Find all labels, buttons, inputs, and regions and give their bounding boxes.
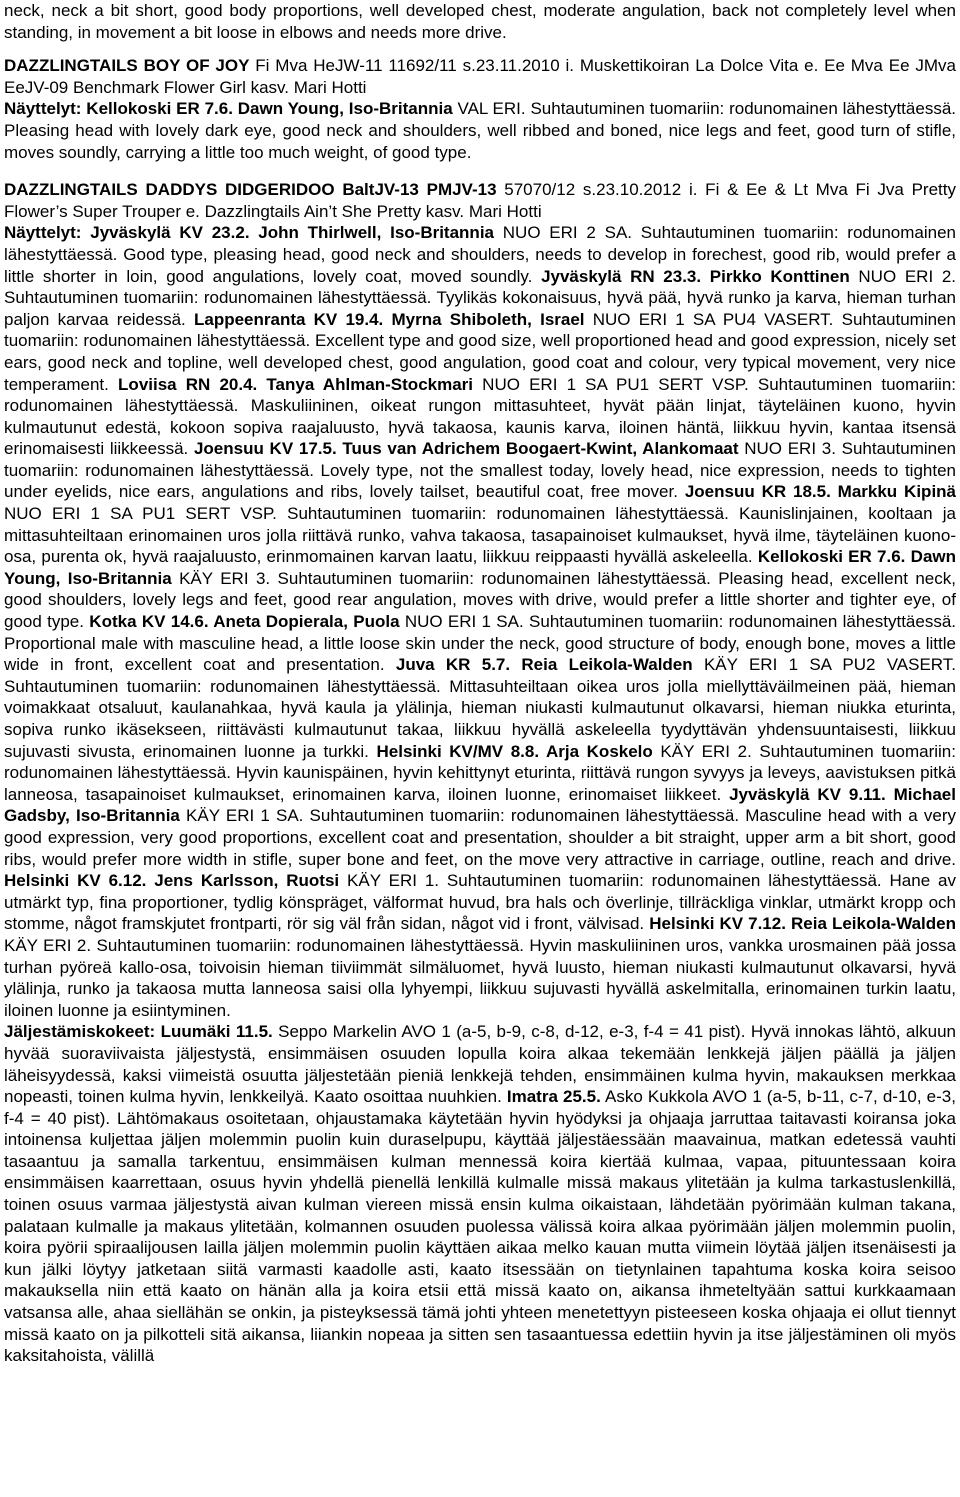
tracking-label: Jäljestämiskokeet:: [4, 1022, 156, 1042]
tracking-t2-judge: Asko Kukkola AVO 1 (a-5, b-11, c-7, d-10, e-3, f-4 = 40 pist).: [4, 1087, 956, 1128]
dog2-s10-result: KÄY ERI 2.: [660, 741, 752, 761]
dog1-shows-label: Näyttelyt:: [4, 99, 82, 119]
dog2-s5-result: NUO ERI 3.: [744, 439, 836, 459]
dog2-s4-text: Suhtautuminen tuomariin: rodunomainen lähestyttäessä. Maskuliininen, oikeat rungon mittasuhteet, hyvät pään linjat, täyteläinen kuono, hyvin kulmautunut edestä, kokoon sopiva raajaluusto, hyvä takaosa, kaunis karva, iloinen häntä, liikkuu hyvin, kantaa itsensä erinomaisesti liikkeessä.: [4, 374, 957, 459]
dog2-s3-text: Suhtautuminen tuomariin: rodunomainen lähestyttäessä. Excellent type and good size, well proportioned head and good expression, nicely set ears, good neck and topline, well developed chest, good angulation, good coat and colour, very typical movement, very nice temperament.: [4, 309, 956, 394]
intro-text: neck, neck a bit short, good body proportions, well developed chest, moderate angulation, back not completely level when standing, in movement a bit loose in elbows and needs more drive.: [4, 1, 956, 42]
dog2-s3-place: Lappeenranta KV 19.4. Myrna Shiboleth, Israel: [193, 309, 585, 329]
tracking-t1-place: Luumäki 11.5.: [160, 1022, 273, 1042]
tracking-t1-judge: Seppo Markelin AVO 1 (a-5, b-9, c-8, d-12, e-3, f-4 = 41 pist).: [278, 1022, 746, 1042]
dog2-s13-text: Suhtautuminen tuomariin: rodunomainen lähestyttäessä. Hyvin maskuliininen uros, vankka urosmainen pää jossa turhan pyöreä kallo-osa, toivoisin hieman tiiviimmät silmäluomet, hyvä luusto, hieman niukasti kulmautunut olkavarsi, hyvä ylälinja, runko ja takaosa mutta lanneosa saisi olla lyhyempi, liikkuu sujuvasti hyvällä askelmitalla, erinomainen turkin laatu, iloinen luonne ja esiintyminen.: [4, 935, 956, 1020]
tracking-t2-text: Lähtömakaus osoitetaan, ohjaustamaka käytetään hyvin hyödyksi ja ohjaaja jarruttaa taitavasti koiransa joka intoinensa kuljettaa jäljen molemmin puolin kuin duraselpupu, käyttää jäljestäessään maavainua, matkan edetessä vauhti tasaantuu ja samalla tarkentuu, ensimmäisen kulman mennessä koira kiertää kulmaa, vapaa, pituuntessaan koira ensimmäisen kaarrettaan, osuus hyvin yhdellä pienellä lenkillä kulmalle missä makaus ylitetään ja kulma tarkastuslenkillä, toinen osuus varmaa jäljestystä aivan kulman viereen missä ensin kulma oikaistaan, lähdetään pyörimään kulman takana, palataan kulmalle ja makaus ylitetään, kolmannen osuuden puolessa välissä koira alkaa pyörimään jäljen molemmin puolin, koira pyörii spiraalijousen lailla jäljen molemmin puolin käyttäen aikaa melko kauan mutta viimein löytää jäljen itsenäisesti ja kun jälki löytyy jatketaan siitä varmasti kaadolle asti, kaato itsessään on tietynlainen tapahtuma koska koira seisoo makauksella niin että kaato on hänän alla ja koira etsii että missä kaato on, aikansa ihmeteltyään sattui kurkkaamaan vatsansa alle, ahaa siellähän se onkin, ja pisteyksessä tämä johti yhteen menetettyyn pisteeseen koska ohjaaja ei ollut tiennyt missä kaato on ja pilkotteli sitä aikansa, liiankin nopeaa ja sitten sen tasaantuessa edettiin hyvin ja itse jäljestäminen oli myös kaksitahoista, välillä: [4, 1108, 956, 1366]
dog1-born: s.23.11.2010 i. Muskettikoiran La Dolce Vita e. Ee Mva Ee JMva EeJV-09 Benchmark Flower Girl kasv. Mari Hotti: [4, 56, 956, 97]
dog2-s8-text: Suhtautuminen tuomariin: rodunomainen lähestyttäessä. Proportional male with masculine head, a little loose skin under the neck, good structure of body, enough bone, moves a little wide in front, excellent coat and presentation.: [4, 612, 957, 675]
dog1-show1-place: Kellokoski ER 7.6. Dawn Young, Iso-Britannia: [86, 99, 453, 119]
dog2-name: DAZZLINGTAILS DADDYS DIDGERIDOO BaltJV-13 PMJV-13: [4, 180, 497, 200]
tracking-trials: [4, 1021, 956, 1367]
dog2-s12-result: KÄY ERI 1.: [347, 871, 440, 891]
dog2-s13-place: Helsinki KV 7.12. Reia Leikola-Walden: [649, 914, 957, 934]
dog1-show1-result: VAL ERI.: [457, 99, 526, 119]
dog2-s5-text: Suhtautuminen tuomariin: rodunomainen lähestyttäessä. Lovely type, not the smallest today, lovely head, nice expression, needs to tighten under eyelids, nice ears, angulations and ribs, lovely tailset, beautiful coat, free mover.: [4, 439, 957, 502]
dog2-s2-text: Suhtautuminen tuomariin: rodunomainen lähestyttäessä. Tyylikäs kokonaisuus, hyvä pää, hyvä runko ja karva, hieman turhan paljon karvaa reidessä.: [4, 288, 956, 329]
dog2-s4-place: Loviisa RN 20.4. Tanya Ahlman-Stockmari: [118, 374, 474, 394]
dog1-show1-text: Suhtautuminen tuomariin: rodunomainen lähestyttäessä. Pleasing head with lovely dark eye, good neck and shoulders, well ribbed and boned, nice legs and feet, good turn of stifle, moves soundly, carrying a little too much weight, of good type.: [4, 99, 956, 162]
dog2-s4-result: NUO ERI 1 SA PU1 SERT VSP.: [482, 374, 749, 394]
dog2-s10-place: Helsinki KV/MV 8.8. Arja Koskelo: [376, 741, 653, 761]
dog2-s1-result: NUO ERI 2 SA.: [502, 223, 633, 243]
dog2-s3-result: NUO ERI 1 SA PU4 VASERT.: [592, 309, 834, 329]
dog2-s12-text: Suhtautuminen tuomariin: rodunomainen lähestyttäessä. Hane av utmärkt typ, fina proportioner, tydlig könspräget, välformat huvud, bra hals och överlinje, tillräckliga vinklar, utmärkt kropp och stomme, något framskjutet frontparti, rör sig väl från sidan, något vid i front, välvisad.: [4, 871, 956, 934]
dog2-s7-place: Kellokoski ER 7.6. Dawn Young, Iso-Britannia: [4, 547, 957, 588]
dog2-header: [4, 179, 956, 222]
dog2-s8-place: Kotka KV 14.6. Aneta Dopierala, Puola: [89, 612, 400, 632]
dog2-s7-result: KÄY ERI 3.: [179, 568, 271, 588]
dog2-s5-place: Joensuu KV 17.5. Tuus van Adrichem Boogaert-Kwint, Alankomaat: [193, 439, 739, 459]
dog2-shows-label: Näyttelyt:: [4, 223, 82, 243]
dog2-s9-place: Juva KR 5.7. Reia Leikola-Walden: [395, 655, 693, 675]
dog2-shows: [4, 222, 956, 1021]
dog2-s6-text: Suhtautuminen tuomariin: rodunomainen lähestyttäessä. Kaunislinjainen, kooltaan ja mittasuhteiltaan erinomainen uros jolla riittävä runko, vahva takaosa, tasapainoiset kulmaukset, hyvä ilme, täyteläinen kuono-osa, purenta ok, hyvä raajaluusto, erinmomainen karvan laatu, liikkuu reippaasti hyvällä askeleella.: [4, 504, 957, 567]
dog2-s11-text: Suhtautuminen tuomariin: rodunomainen lähestyttäessä. Masculine head with a very good expression, very good proportions, excellent coat and presentation, shoulder a bit straight, upper arm a bit short, good ribs, would prefer more width in stifle, super bone and feet, on the move very attractive in carriage, outline, reach and drive.: [4, 806, 956, 869]
tracking-t1-text: Hyvä innokas lähtö, alkuun hyvää suoraviivaista jäljestystä, ensimmäisen osuuden lopulla koira alkaa tekemään lenkkejä jäljen päällä ja jäljen läheisyydessä, kaksi viimeistä osuutta jäljestetään pieniä lenkkejä tehden, ensimmäinen kulma hyvin, makauksen merkkaa nopeasti, toinen kulma hyvin, lenkkeilyä. Kaato osoittaa nuuhkien.: [4, 1022, 956, 1107]
dog2-s7-text: Suhtautuminen tuomariin: rodunomainen lähestyttäessä. Pleasing head, excellent neck, good shoulders, lovely legs and feet, good rear angulation, moves with drive, would prefer a little shorter and tighter eye, of good type.: [4, 568, 956, 632]
dog1-shows: [4, 98, 956, 163]
dog1-title: Fi Mva HeJW-11: [255, 56, 383, 76]
dog2-s12-place: Helsinki KV 6.12. Jens Karlsson, Ruotsi: [4, 871, 340, 891]
dog2-s2-result: NUO ERI 2.: [858, 266, 957, 286]
dog2-s1-text: Suhtautuminen tuomariin: rodunomainen lähestyttäessä. Good type, pleasing head, good neck and shoulders, needs to develop in forechest, good rib, would prefer a little shorter in loin, good angulations, lovely coat, moved soundly.: [4, 223, 956, 286]
dog1-regno: 11692/11: [388, 56, 457, 76]
dog2-s2-place: Jyväskylä RN 23.3. Pirkko Konttinen: [541, 266, 850, 286]
dog2-s6-result: NUO ERI 1 SA PU1 SERT VSP.: [4, 504, 277, 524]
dog1-name: DAZZLINGTAILS BOY OF JOY: [4, 56, 250, 76]
dog2-s6-place: Joensuu KR 18.5. Markku Kipinä: [684, 482, 956, 502]
dog2-s1-place: Jyväskylä KV 23.2. John Thirlwell, Iso-Britannia: [90, 223, 494, 243]
dog2-s13-result: KÄY ERI 2.: [4, 935, 92, 955]
dog2-s10-text: Suhtautuminen tuomariin: rodunomainen lähestyttäessä. Hyvin kaunispäinen, hyvin kehittynyt eturinta, riittävä rungon syvyys ja leveys, aavistuksen pitkä lanneosa, tasapainoiset kulmaukset, erinomainen karva, iloinen luonne, erinomaiset liikkeet.: [4, 741, 956, 804]
dog2-s8-result: NUO ERI 1 SA.: [404, 612, 524, 632]
dog2-born: 57070/12 s.23.10.2012 i. Fi & Ee & Lt Mva Fi Jva Pretty Flower’s Super Trouper e. Dazzlingtails Ain’t She Pretty kasv. Mari Hotti: [4, 180, 956, 221]
dog2-s9-text: Suhtautuminen tuomariin: rodunomainen lähestyttäessä. Mittasuhteiltaan oikea uros jolla miellyttäväilmeinen pää, hieman voimakkaat otsaluut, kaulanahkaa, hyvä kaula ja ylälinja, hieman niukasti kulmautunut olkavarsi, hieman niukka eturinta, sopiva runko ikäsekseen, riittävästi kulmautunut takaa, liikkuu hyvällä askeleella tyydyttävän yhdensuuntaisesti, liikkuu sujuvasti sivusta, erinomainen luonne ja turkki.: [4, 676, 956, 761]
dog1-header: [4, 55, 956, 98]
dog2-s11-place: Jyväskylä KV 9.11. Michael Gadsby, Iso-Britannia: [4, 784, 956, 826]
dog2-s9-result: KÄY ERI 1 SA PU2 VASERT.: [703, 655, 957, 675]
dog2-s11-result: KÄY ERI 1 SA.: [186, 806, 304, 826]
tracking-t2-place: Imatra 25.5.: [506, 1087, 601, 1107]
intro-paragraph: [4, 0, 956, 43]
